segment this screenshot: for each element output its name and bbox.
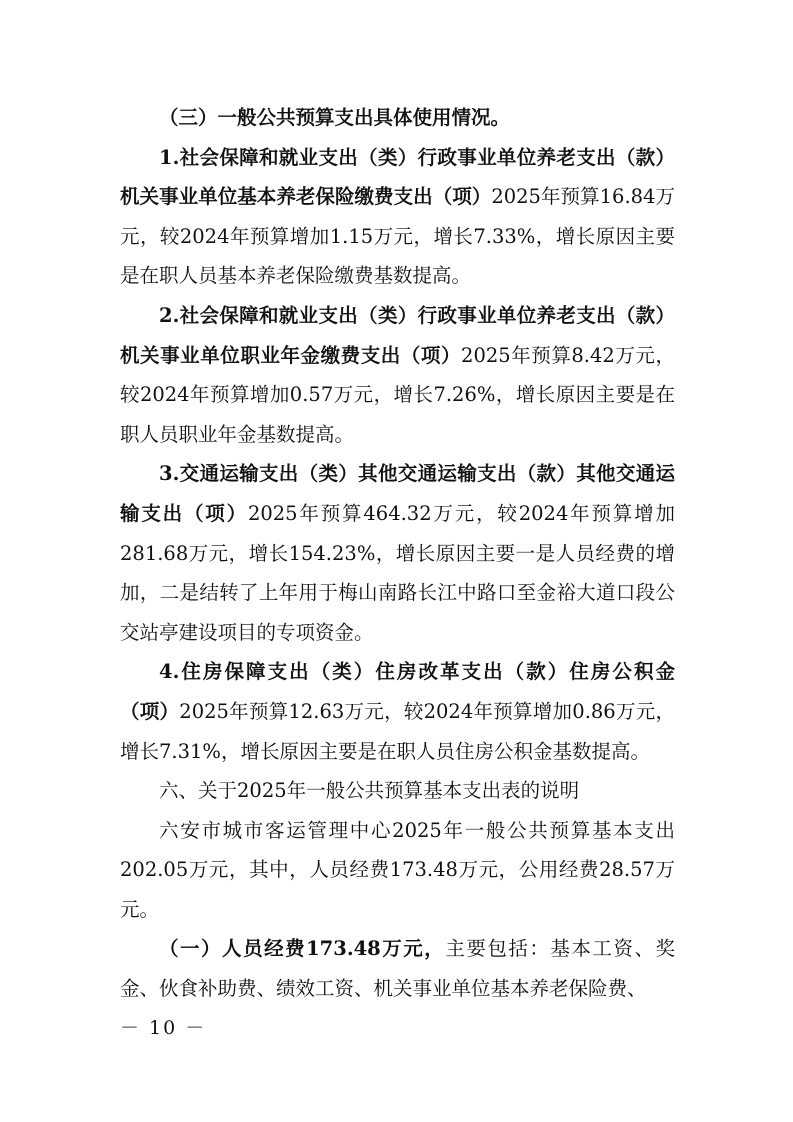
item-3-paragraph	[120, 454, 675, 652]
item-3-heading: 3.交通运输支出（类）其他交通运输支出（款）其他交通运输支出（项）	[120, 462, 675, 525]
personnel-paragraph	[120, 929, 675, 1008]
item-4-text: 2025年预算12.63万元，较2024年预算增加0.86万元，增长7.31%，增长原因主要是在职人员住房公积金基数提高。	[120, 699, 675, 763]
page-number: － 10 －	[120, 1017, 207, 1039]
item-1-text: 2025年预算16.84万元，较2024年预算增加1.15万元，增长7.33%，增长原因主要是在职人员基本养老保险缴费基数提高。	[120, 185, 675, 288]
item-4-paragraph	[120, 652, 675, 771]
item-1-paragraph	[120, 138, 675, 296]
item-2-paragraph	[120, 296, 675, 454]
section-six-paragraph: 六安市城市客运管理中心2025年一般公共预算基本支出202.05万元，其中，人员经费173.48万元，公用经费28.57万元。	[120, 818, 675, 921]
section-six-title: 六、关于2025年一般公共预算基本支出表的说明	[159, 779, 580, 803]
item-3-text: 2025年预算464.32万元，较2024年预算增加281.68万元，增长154.23%，增长原因主要一是人员经费的增加，二是结转了上年用于梅山南路长江中路口至金裕大道口段公交站亭建设项目的专项资金。	[120, 501, 675, 644]
page-content	[120, 98, 675, 1009]
item-2-heading: 2.社会保障和就业支出（类）行政事业单位养老支出（款）机关事业单位职业年金缴费支出（项）	[120, 303, 675, 367]
personnel-heading: （一）人员经费173.48万元，	[159, 937, 446, 961]
item-1-heading: 1.社会保障和就业支出（类）行政事业单位养老支出（款）机关事业单位基本养老保险缴费支出（项）	[120, 145, 675, 209]
section-subtitle: （三）一般公共预算支出具体使用情况。	[159, 106, 511, 129]
personnel-text: 主要包括：基本工资、奖金、伙食补助费、绩效工资、机关事业单位基本养老保险费、	[120, 937, 675, 1001]
item-4-heading: 4.住房保障支出（类）住房改革支出（款）住房公积金（项）	[120, 660, 675, 723]
item-2-text: 2025年预算8.42万元，较2024年预算增加0.57万元，增长7.26%，增长原因主要是在职人员职业年金基数提高。	[120, 343, 675, 446]
